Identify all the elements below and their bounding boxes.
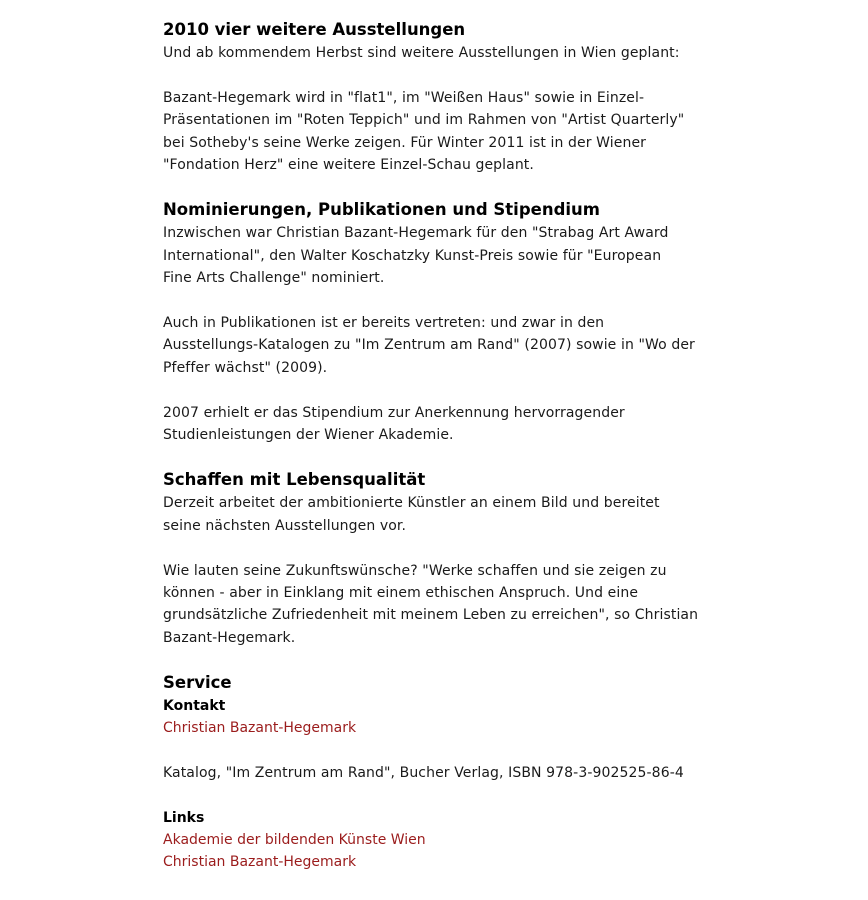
section-spacer: [163, 649, 723, 665]
paragraph-spacer: [163, 537, 723, 559]
links-heading: Links: [163, 809, 205, 826]
catalog-info: Katalog, "Im Zentrum am Rand", Bucher Verlag, ISBN 978-3-902525-86-4: [163, 765, 684, 782]
paragraph-spacer: [163, 784, 723, 806]
contact-heading: Kontakt: [163, 698, 226, 715]
paragraph-spacer: [163, 740, 723, 762]
section-paragraph: Wie lauten seine Zukunftswünsche? "Werke schaffen und sie zeigen zu können - aber in Einklang mit einem ethischen Anspruch. Und eine grundsätzliche Zufriedenheit mit meinem Leben zu erreichen", so Christian Bazant-Hegemark.: [163, 562, 699, 646]
section-paragraph: 2007 erhielt er das Stipendium zur Anerkennung hervorragender Studienleistungen der Wiener Akademie.: [163, 404, 625, 444]
section-heading-ausstellungen: 2010 vier weitere Ausstellungen: [163, 20, 466, 39]
link-bazant-hegemark[interactable]: Christian Bazant-Hegemark: [163, 854, 357, 871]
section-paragraph: Derzeit arbeitet der ambitionierte Künstler an einem Bild und bereitet seine nächsten Ausstellungen vor.: [163, 495, 660, 534]
section-paragraph: Inzwischen war Christian Bazant-Hegemark für den "Strabag Art Award International", den Walter Koschatzky Kunst-Preis sowie für "European Fine Arts Challenge" nominiert.: [163, 225, 669, 287]
section-paragraph: Auch in Publikationen ist er bereits vertreten: und zwar in den Ausstellungs-Katalogen zu "Im Zentrum am Rand" (2007) sowie in "Wo der Pfeffer wächst" (2009).: [163, 315, 695, 376]
service-heading: Service: [163, 673, 232, 693]
section-paragraph: Bazant-Hegemark wird in "flat1", im "Weißen Haus" sowie in Einzel- Präsentationen im "Roten Teppich" und im Rahmen von "Artist Quarterly" bei Sotheby's seine Werke zeigen. Für Winter 2011 ist in der Wiener "Fondation Herz" eine weitere Einzel-Schau geplant.: [163, 89, 685, 174]
article-content: [163, 18, 723, 874]
section-heading-nominierungen: Nominierungen, Publikationen und Stipendium: [163, 200, 600, 220]
section-spacer: [163, 446, 723, 462]
contact-link[interactable]: Christian Bazant-Hegemark: [163, 720, 357, 737]
paragraph-spacer: [163, 64, 723, 86]
paragraph-spacer: [163, 290, 723, 312]
link-akademie[interactable]: Akademie der bildenden Künste Wien: [163, 831, 426, 848]
section-paragraph: Und ab kommendem Herbst sind weitere Ausstellungen in Wien geplant:: [163, 45, 680, 61]
paragraph-spacer: [163, 379, 723, 401]
section-spacer: [163, 176, 723, 192]
section-heading-schaffen: Schaffen mit Lebensqualität: [163, 470, 426, 490]
